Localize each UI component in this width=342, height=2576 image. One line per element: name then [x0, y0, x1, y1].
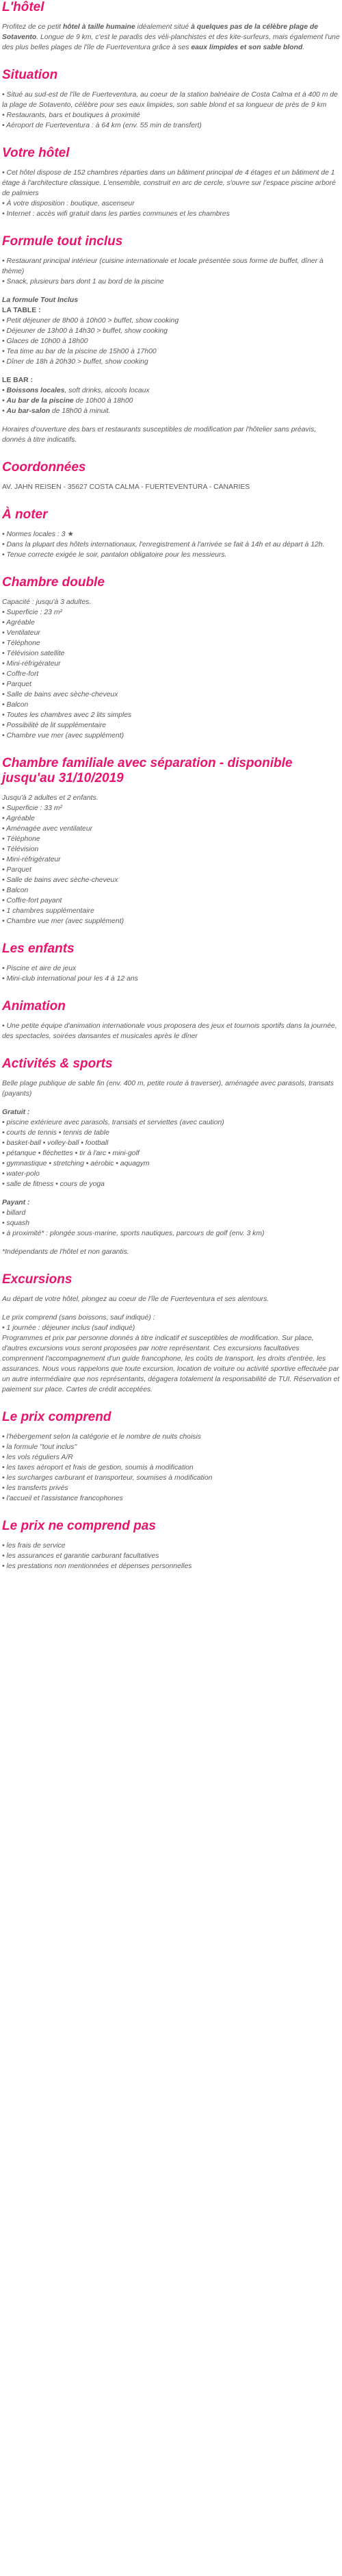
gratuit-list	[2, 1117, 340, 1189]
list-item	[2, 396, 340, 406]
list-item: • Tea time au bar de la piscine de 15h00 à 17h00	[2, 348, 157, 355]
list-item: • courts de tennis • tennis de table	[2, 1129, 109, 1137]
excursions-price-list	[2, 1323, 340, 1333]
list-item: • Superficie : 23 m²	[2, 609, 62, 616]
list-item: • 1 chambres supplémentaire	[2, 907, 94, 915]
hotel-intro-run: Profitez de ce petit	[2, 23, 63, 31]
list-item: • Déjeuner de 13h00 à 14h30 > buffet, show cooking	[2, 327, 168, 335]
list-item: • Cet hôtel dispose de 152 chambres réparties dans un bâtiment principal de 4 étages et un bâtiment de 1 étage à l'architecture classique. L'ensemble, construit en arc de cercle, s'ouvre sur l'espace piscine arboré de palmiers	[2, 169, 336, 197]
section-title-situation: Situation	[2, 68, 58, 82]
section-title-a-noter: À noter	[2, 507, 48, 522]
activites-intro: Belle plage publique de sable fin (env. 400 m, petite route à traverser), aménagée avec parasols, transats (payants)	[2, 1080, 334, 1098]
situation-list	[2, 90, 340, 131]
bar-line-run: •	[2, 397, 7, 405]
bar-line-run: , soft drinks, alcools locaux	[64, 387, 150, 394]
list-item: • Balcon	[2, 887, 29, 894]
animation-list	[2, 1021, 340, 1041]
payant-title	[2, 1198, 340, 1208]
list-item: • les taxes aéroport et frais de gestion, soumis à modification	[2, 1464, 194, 1472]
activites-note: *Indépendants de l'hôtel et non garantis.	[2, 1248, 129, 1256]
list-item: • Parquet	[2, 866, 31, 874]
list-item: • les vols réguliers A/R	[2, 1454, 73, 1461]
prix-ne-comprend-list	[2, 1541, 340, 1571]
bar-line-run: Au bar-salon	[6, 407, 51, 415]
list-item: • Dans la plupart des hôtels internationaux, l'enregistrement à l'arrivée se fait à 14h et au départ à 12h.	[2, 541, 325, 548]
formule-subtitle	[2, 295, 340, 305]
list-item: • Télévision satellite	[2, 650, 65, 657]
list-item: • salle de fitness • cours de yoga	[2, 1180, 105, 1188]
bar-line-run: de 10h00 à 18h00	[73, 397, 133, 405]
section-chambre-familiale	[2, 756, 340, 926]
payant-list	[2, 1208, 340, 1239]
list-item: • billard	[2, 1209, 26, 1217]
list-item: • Tenue correcte exigée le soir, pantalon obligatoire pour les messieurs.	[2, 551, 227, 559]
list-item: • Internet : accès wifi gratuit dans les parties communes et les chambres	[2, 210, 230, 218]
list-item: • Télévision	[2, 846, 39, 853]
list-item: • Superficie : 33 m²	[2, 805, 62, 812]
bar-title-text: LE BAR :	[2, 377, 34, 384]
list-item: • Situé au sud-est de l'île de Fuerteventura, au coeur de la station balnéaire de Costa Calma et à 400 m de la plage de Sotavento, célèbre pour ses eaux limpides, son sable blond et sa longueur de près de 9 km	[2, 91, 338, 109]
hotel-intro-run: à quelques pas de la célèbre plage de Sotavento	[2, 23, 319, 41]
hotel-intro-run: . Longue de 9 km, c'est le paradis des véli-planchistes et des kite-surfeurs, mais également l'une des plus belles plages de l'île de Fuerteventura grâce à ses	[2, 34, 340, 51]
section-enfants	[2, 942, 340, 984]
list-item: • Une petite équipe d'animation internationale vous proposera des jeux et tournois sportifs dans la journée, des spectacles, soirées dansantes et musicales après le dîner	[2, 1022, 337, 1040]
bar-list	[2, 386, 340, 416]
section-prix-comprend	[2, 1410, 340, 1504]
hotel-intro-run: .	[302, 44, 305, 51]
list-item: • 1 journée : déjeuner inclus (sauf indiqué)	[2, 1324, 135, 1332]
votre-hotel-list	[2, 168, 340, 219]
list-item	[2, 406, 340, 416]
section-title-chambre-double: Chambre double	[2, 575, 105, 590]
excursions-body: Programmes et prix par personne donnés à titre indicatif et susceptibles de modification. Sur place, d'autres excursions vous seront proposées par notre représentant. Ces excursions facultatives comprennent l'accompagnement d'un guide francophone, les coûts de transport, les droits d'entrée, les assurances. Nous vous rappelons que toute excursion, location de voiture ou activité sportive effectuée par un autre intermédiaire que nos représentants, dégagera totalement la responsabilité de TUI. Réservation et paiement sur place. Cartes de crédit acceptées.	[2, 1335, 340, 1393]
section-hotel	[2, 0, 340, 53]
list-item: • Téléphone	[2, 835, 40, 843]
list-item: • Mini-réfrigérateur	[2, 856, 61, 863]
table-list	[2, 316, 340, 367]
list-item: • Salle de bains avec sèche-cheveux	[2, 876, 118, 884]
section-title-excursions: Excursions	[2, 1272, 73, 1287]
list-item: Jusqu'à 2 adultes et 2 enfants.	[2, 794, 98, 802]
list-item: • Piscine et aire de jeux	[2, 965, 77, 972]
bar-line-run: •	[2, 387, 7, 394]
formule-note: Horaires d'ouverture des bars et restaurants susceptibles de modification par l'hôtelier sans préavis, donnés à titre indicatifs.	[2, 426, 317, 444]
address: AV. JAHN REISEN - 35627 COSTA CALMA - FUERTEVENTURA - CANARIES	[2, 483, 250, 491]
section-title-prix-ne-comprend: Le prix ne comprend pas	[2, 1519, 156, 1533]
bar-line-run: Boissons locales	[6, 387, 65, 394]
section-title-formule: Formule tout inclus	[2, 234, 123, 249]
hotel-intro-run: eaux limpides et son sable blond	[191, 44, 303, 51]
list-item: • Aménagée avec ventilateur	[2, 825, 93, 833]
list-item: • Coffre-fort payant	[2, 897, 62, 905]
section-formule	[2, 234, 340, 445]
list-item: • Mini-réfrigérateur	[2, 660, 61, 668]
section-coordonnees	[2, 460, 340, 492]
list-item: • Normes locales : 3 ★	[2, 531, 74, 538]
hotel-intro	[2, 22, 340, 53]
section-title-hotel: L'hôtel	[2, 0, 44, 14]
list-item: • les frais de service	[2, 1542, 66, 1550]
excursions-intro: Au départ de votre hôtel, plongez au coeur de l'île de Fuerteventura et ses alentours.	[2, 1296, 269, 1303]
excursions-price-title: Le prix comprend (sans boissons, sauf indiqué) :	[2, 1314, 155, 1322]
list-item: • l'accueil et l'assistance francophones	[2, 1495, 123, 1502]
list-item: • Possibilité de lit supplémentaire	[2, 722, 107, 729]
a-noter-list	[2, 529, 340, 560]
section-animation	[2, 999, 340, 1041]
list-item: • Petit déjeuner de 8h00 à 10h00 > buffet, show cooking	[2, 317, 179, 325]
list-item: • Salle de bains avec sèche-cheveux	[2, 691, 118, 698]
list-item: • Téléphone	[2, 640, 40, 647]
list-item: • water-polo	[2, 1170, 40, 1178]
list-item: • piscine extérieure avec parasols, transats et serviettes (avec caution)	[2, 1119, 224, 1126]
gratuit-title	[2, 1107, 340, 1117]
list-item: • Balcon	[2, 701, 29, 709]
list-item: • Restaurant principal intérieur (cuisine internationale et locale présentée sous forme de buffet, dîner à thème)	[2, 257, 324, 275]
list-item: • Glaces de 10h00 à 18h00	[2, 338, 88, 345]
list-item: • Mini-club international pour les 4 à 12 ans	[2, 975, 138, 983]
table-title-text: LA TABLE :	[2, 307, 41, 314]
list-item: • les transferts privés	[2, 1485, 68, 1492]
formule-list	[2, 256, 340, 287]
list-item: Capacité : jusqu'à 3 adultes.	[2, 598, 92, 606]
list-item: • les prestations non mentionnées et dépenses personnelles	[2, 1563, 192, 1570]
list-item: • pétanque • fléchettes • tir à l'arc • mini-golf	[2, 1150, 140, 1157]
section-chambre-double	[2, 575, 340, 741]
list-item: • Parquet	[2, 681, 31, 688]
list-item: • la formule "tout inclus"	[2, 1443, 77, 1451]
list-item: • Snack, plusieurs bars dont 1 au bord de la piscine	[2, 278, 164, 286]
formule-subtitle-text: La formule Tout Inclus	[2, 296, 79, 304]
list-item: • Dîner de 18h à 20h30 > buffet, show cooking	[2, 358, 148, 366]
bar-line-run: Au bar de la piscine	[6, 397, 74, 405]
payant-title-text: Payant :	[2, 1199, 30, 1207]
list-item: • basket-ball • volley-ball • football	[2, 1139, 109, 1147]
prix-comprend-list	[2, 1432, 340, 1504]
section-votre-hotel	[2, 146, 340, 219]
section-a-noter	[2, 507, 340, 560]
hotel-intro-run: idéalement situé	[135, 23, 192, 31]
gratuit-title-text: Gratuit :	[2, 1109, 30, 1116]
list-item	[2, 386, 340, 396]
list-item: • Ventilateur	[2, 629, 40, 637]
bar-line-run: de 18h00 à minuit.	[50, 407, 111, 415]
chambre-familiale-list	[2, 793, 340, 926]
list-item: • Chambre vue mer (avec supplément)	[2, 918, 124, 925]
table-title	[2, 305, 340, 316]
list-item: • Chambre vue mer (avec supplément)	[2, 732, 124, 740]
section-title-prix-comprend: Le prix comprend	[2, 1410, 111, 1424]
list-item: • les assurances et garantie carburant facultatives	[2, 1552, 159, 1560]
section-title-chambre-familiale: Chambre familiale avec séparation - disponible jusqu'au 31/10/2019	[2, 756, 293, 785]
list-item: • Agréable	[2, 619, 35, 627]
list-item: • squash	[2, 1220, 30, 1227]
section-title-enfants: Les enfants	[2, 942, 75, 956]
enfants-list	[2, 963, 340, 984]
list-item: • Coffre-fort	[2, 670, 39, 678]
hotel-intro-run: hôtel à taille humaine	[62, 23, 135, 31]
list-item: • les surcharges carburant et transporteur, soumises à modification	[2, 1474, 213, 1482]
list-item: • Restaurants, bars et boutiques à proximité	[2, 112, 140, 119]
list-item: • à proximité* : plongée sous-marine, sports nautiques, parcours de golf (env. 3 km)	[2, 1230, 265, 1237]
bar-line-run: •	[2, 407, 7, 415]
section-prix-ne-comprend	[2, 1519, 340, 1571]
section-title-votre-hotel: Votre hôtel	[2, 146, 70, 160]
list-item: • Toutes les chambres avec 2 lits simples	[2, 711, 132, 719]
list-item: • À votre disposition : boutique, ascenseur	[2, 200, 135, 207]
list-item: • Aéroport de Fuerteventura : à 64 km (env. 55 min de transfert)	[2, 122, 202, 129]
list-item: • Agréable	[2, 815, 35, 822]
section-situation	[2, 68, 340, 131]
list-item: • l'hébergement selon la catégorie et le nombre de nuits choisis	[2, 1433, 201, 1441]
list-item: • gymnastique • stretching • aérobic • aquagym	[2, 1160, 150, 1167]
section-title-activites: Activités & sports	[2, 1057, 113, 1071]
chambre-double-list	[2, 597, 340, 741]
section-title-coordonnees: Coordonnées	[2, 460, 86, 475]
section-activites	[2, 1057, 340, 1257]
bar-title	[2, 375, 340, 386]
section-excursions	[2, 1272, 340, 1395]
section-title-animation: Animation	[2, 999, 66, 1013]
